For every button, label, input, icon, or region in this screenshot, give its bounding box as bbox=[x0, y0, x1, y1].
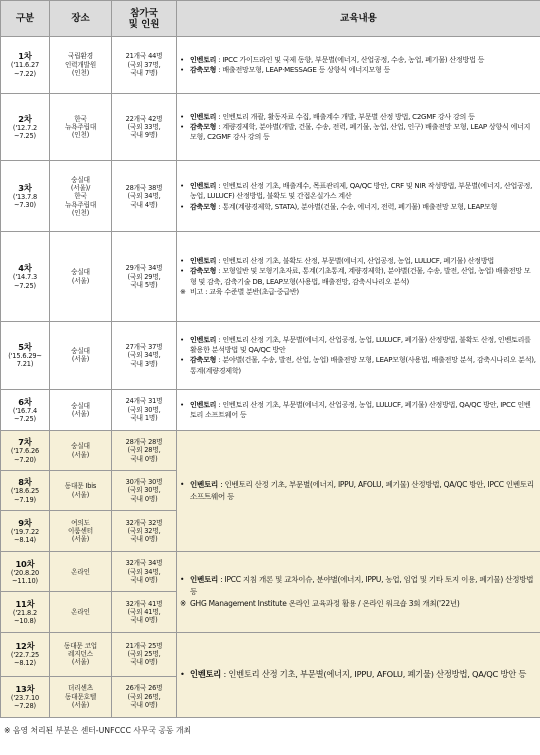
content-list bbox=[180, 574, 536, 598]
table-row bbox=[1, 430, 540, 470]
participants-line: 국내 0명) bbox=[130, 701, 158, 710]
place-line: 동대문 코업 bbox=[63, 641, 98, 650]
place-line: 여의도 bbox=[71, 518, 90, 527]
participants-line: (국외 37명, bbox=[127, 60, 161, 69]
table-row bbox=[1, 389, 540, 430]
content-item bbox=[180, 122, 536, 142]
place-cell bbox=[50, 632, 112, 676]
place-line: (서울) bbox=[71, 490, 90, 499]
session-number: 1차 bbox=[18, 51, 32, 62]
place-line: 뉴욕주립대 bbox=[64, 200, 97, 209]
session-period: 7.21) bbox=[16, 360, 34, 369]
participants-line: (국외 29명, bbox=[127, 272, 161, 281]
place-cell bbox=[50, 511, 112, 552]
content-text: : IPCC 지침 개론 및 교차이슈, 분야별(에너지, IPPU, 농업, 임업 및 기타 토지 이용, 폐기물) 산정방법 등 bbox=[190, 574, 534, 596]
content-item bbox=[180, 55, 536, 65]
place-line: 숭실대 bbox=[71, 175, 90, 184]
place-line: 온라인 bbox=[71, 607, 90, 616]
participants-cell bbox=[112, 471, 177, 511]
content-item bbox=[180, 65, 536, 75]
content-list bbox=[180, 400, 536, 420]
content-list bbox=[180, 112, 536, 143]
participants-line: 국내 3명) bbox=[130, 359, 158, 368]
content-text: : 인벤토리 개괄, 활동자료 수집, 배출계수 개발, 부문별 산정 방법, C2GMF 강사 강의 등 bbox=[216, 111, 475, 121]
session-period: ('19.7.22 bbox=[10, 527, 40, 536]
participants-line: 24개국 31명 bbox=[125, 397, 163, 406]
session-period: ~8.14) bbox=[14, 536, 36, 545]
table-row bbox=[1, 93, 540, 161]
place-line: (서울) bbox=[71, 535, 90, 544]
participants-line: (국외 32명, bbox=[127, 527, 161, 536]
session-cell bbox=[1, 321, 50, 389]
content-item bbox=[180, 355, 536, 375]
note-mark: ※ bbox=[180, 598, 187, 608]
session-period: ('20.8.20 bbox=[10, 568, 40, 577]
content-list bbox=[180, 668, 536, 682]
place-cell bbox=[50, 389, 112, 430]
participants-cell bbox=[112, 37, 177, 94]
place-line: (인천) bbox=[71, 68, 90, 77]
place-line: 동대문 Ibis bbox=[64, 482, 97, 491]
place-cell bbox=[50, 321, 112, 389]
participants-line: (국외 34명, bbox=[127, 567, 161, 576]
participants-line: 국내 0명) bbox=[130, 494, 158, 503]
participants-cell bbox=[112, 321, 177, 389]
place-cell bbox=[50, 232, 112, 321]
session-period: ('13.7.8 bbox=[12, 193, 38, 202]
content-item bbox=[180, 574, 536, 598]
participants-cell bbox=[112, 511, 177, 552]
content-item bbox=[180, 256, 536, 266]
content-cell bbox=[177, 93, 540, 161]
content-cell-merged-10-11 bbox=[177, 552, 540, 632]
session-cell bbox=[1, 389, 50, 430]
session-period: ('17.6.26 bbox=[10, 447, 40, 456]
participants-line: (국외 30명, bbox=[127, 486, 161, 495]
session-period: ('12.7.2 bbox=[12, 123, 38, 132]
place-cell bbox=[50, 552, 112, 592]
place-line: 뉴욕주립대 bbox=[64, 122, 97, 131]
participants-line: (국외 26명, bbox=[127, 692, 161, 701]
content-text: : 인벤토리 산정 기초, 부문별(에너지, IPPU, AFOLU, 폐기물) 산정방법, QA/QC 방안, IPCC 인벤토리 소프트웨어 등 bbox=[190, 480, 534, 502]
session-number: 12차 bbox=[15, 640, 35, 651]
content-note bbox=[180, 287, 536, 297]
place-line: 국립환경 bbox=[68, 52, 93, 61]
place-cell bbox=[50, 161, 112, 232]
place-line: (서울) bbox=[71, 450, 90, 459]
content-keyword: 인벤토리 bbox=[190, 334, 217, 344]
session-period: ~7.25) bbox=[14, 414, 36, 423]
content-text: : 인벤토리 산정 기초, 부문별(에너지, 산업공정, 농업, LULUCF, 폐기물) 산정방법, QA/QC 방안, IPCC 인벤토리 소프트웨어 등 bbox=[190, 399, 531, 419]
place-line: (서울)/ bbox=[70, 184, 91, 192]
place-line: (인천) bbox=[71, 131, 90, 140]
participants-cell bbox=[112, 632, 177, 676]
participants-line: 29개국 34명 bbox=[125, 264, 163, 273]
participants-line: (국외 28명, bbox=[127, 446, 161, 455]
participants-line: 22개국 42명 bbox=[125, 114, 163, 123]
session-period: ('18.6.25 bbox=[10, 487, 40, 496]
content-cell bbox=[177, 232, 540, 321]
participants-line: 21개국 44명 bbox=[125, 52, 163, 61]
session-number: 9차 bbox=[18, 517, 32, 528]
place-line: 한국 bbox=[74, 192, 87, 201]
session-cell bbox=[1, 37, 50, 94]
participants-line: 국내 5명) bbox=[130, 280, 158, 289]
place-cell bbox=[50, 93, 112, 161]
session-period: ('15.6.29~ bbox=[8, 352, 42, 361]
place-line: 온라인 bbox=[71, 567, 90, 576]
place-line: 숭실대 bbox=[71, 347, 90, 356]
content-item bbox=[180, 202, 536, 212]
table-row bbox=[1, 552, 540, 592]
participants-line: 국내 0명) bbox=[130, 658, 158, 667]
session-period: ~7.19) bbox=[14, 495, 36, 504]
session-period: ~7.25) bbox=[14, 281, 36, 290]
participants-cell bbox=[112, 93, 177, 161]
session-number: 7차 bbox=[18, 437, 32, 448]
place-cell bbox=[50, 37, 112, 94]
session-period: ~11.10) bbox=[12, 576, 38, 585]
session-cell bbox=[1, 632, 50, 676]
content-cell-merged-7-9 bbox=[177, 430, 540, 551]
place-line: 숭실대 bbox=[71, 268, 90, 277]
header-row bbox=[1, 1, 540, 37]
place-line: 레지던스 bbox=[68, 649, 93, 658]
participants-cell bbox=[112, 676, 177, 717]
session-period: ('11.6.27 bbox=[10, 61, 40, 70]
place-cell bbox=[50, 676, 112, 717]
content-text: : 배출전망모형, LEAP·MESSAGE 등 상향식 에너지모형 등 bbox=[216, 64, 391, 74]
header-participants-text: 참가국 및 인원 bbox=[128, 7, 160, 30]
content-text: : 모형일반 및 모형기초자료, 통계(기초통계, 계량경제학), 분야별(건물, 수송, 발전, 산업, 농업) 배출전망 모형 및 감축, 감축기술 DB, LEAP모형(사용법, 배출전망, 감축시나리오 분석) bbox=[190, 266, 531, 286]
session-cell bbox=[1, 676, 50, 717]
note-text: GHG Management Institute 온라인 교육과정 활용 / 온라인 워크숍 3회 개최('22년) bbox=[190, 598, 460, 608]
participants-line: 27개국 37명 bbox=[125, 342, 163, 351]
session-number: 11차 bbox=[15, 598, 35, 609]
session-period: ('16.7.4 bbox=[12, 406, 38, 415]
place-line: (서울) bbox=[71, 409, 90, 418]
participants-cell bbox=[112, 552, 177, 592]
content-keyword: 인벤토리 bbox=[190, 54, 217, 64]
content-list bbox=[180, 55, 536, 75]
participants-line: 국내 0명) bbox=[130, 576, 158, 585]
place-line: (서울) bbox=[71, 701, 90, 710]
participants-line: 국내 0명) bbox=[130, 454, 158, 463]
place-line: 숭실대 bbox=[71, 401, 90, 410]
content-text: : 인벤토리 산정 기초, 부문별(에너지, 산업공정, 농업, LULUCF, 폐기물) 산정방법, 불확도 산정, 인벤토리를 활용한 분석방법 및 QA/QC 방안 bbox=[190, 334, 531, 355]
content-item bbox=[180, 181, 536, 201]
session-period: ~7.25) bbox=[14, 132, 36, 141]
content-note bbox=[180, 598, 536, 610]
session-period: ~7.22) bbox=[14, 69, 36, 78]
content-item bbox=[180, 400, 536, 420]
place-line: 숭실대 bbox=[71, 442, 90, 451]
place-line: 인력개발원 bbox=[64, 60, 97, 69]
session-number: 5차 bbox=[18, 342, 32, 353]
content-text: : 분야별(건물, 수송, 발전, 산업, 농업) 배출전망 모형, LEAP모형(사용법, 배출전망 분석, 감축시나리오 분석), 통계(계량경제학) bbox=[190, 355, 536, 375]
table-row bbox=[1, 632, 540, 676]
participants-line: (국외 34명, bbox=[127, 351, 161, 360]
session-cell bbox=[1, 232, 50, 321]
content-keyword: 감축모형 bbox=[190, 64, 217, 74]
content-keyword: 인벤토리 bbox=[190, 399, 217, 409]
participants-line: (국외 34명, bbox=[127, 192, 161, 201]
table-row bbox=[1, 161, 540, 232]
content-keyword: 인벤토리 bbox=[190, 480, 218, 490]
table-row bbox=[1, 321, 540, 389]
session-cell bbox=[1, 552, 50, 592]
content-list bbox=[180, 181, 536, 212]
content-text: : IPCC 가이드라인 및 국제 동향, 부문별(에너지, 산업공정, 수송, 농업, 폐기물) 산정방법 등 bbox=[216, 54, 485, 64]
participants-line: (국외 25명, bbox=[127, 649, 161, 658]
content-text: : 통계(계량경제학, STATA), 분야별(건물, 수송, 에너지, 전력, 폐기물) 배출전망 모형, LEAP모형 bbox=[216, 201, 498, 211]
content-keyword: 인벤토리 bbox=[190, 574, 218, 584]
session-cell bbox=[1, 471, 50, 511]
content-text: : 인벤토리 산정 기초, 부문별(에너지, IPPU, AFOLU, 폐기물) 산정방법, QA/QC 방안 등 bbox=[221, 669, 527, 680]
header-participants bbox=[112, 1, 177, 37]
content-keyword: 감축모형 bbox=[190, 121, 217, 131]
participants-cell bbox=[112, 389, 177, 430]
place-line: (인천) bbox=[71, 208, 90, 217]
header-content: 교육내용 bbox=[177, 1, 540, 37]
content-list bbox=[180, 335, 536, 376]
participants-line: 32개국 32명 bbox=[125, 518, 163, 527]
content-cell bbox=[177, 389, 540, 430]
session-period: ('23.7.10 bbox=[10, 693, 40, 702]
session-period: ~7.30) bbox=[14, 201, 36, 210]
place-line: (서울) bbox=[71, 355, 90, 364]
note-text: 비고 : 교육 수준별 분반(초급·중급반) bbox=[190, 286, 299, 296]
session-cell bbox=[1, 93, 50, 161]
session-number: 13차 bbox=[15, 683, 35, 694]
participants-line: 국내 0명) bbox=[130, 535, 158, 544]
session-period: ~7.28) bbox=[14, 701, 36, 710]
place-cell bbox=[50, 592, 112, 632]
header-division: 구분 bbox=[1, 1, 50, 37]
note-mark: ※ bbox=[180, 286, 186, 296]
content-cell bbox=[177, 161, 540, 232]
place-line: (서울) bbox=[71, 658, 90, 667]
content-item bbox=[180, 335, 536, 355]
participants-cell bbox=[112, 232, 177, 321]
content-keyword: 감축모형 bbox=[190, 201, 217, 211]
content-item bbox=[180, 112, 536, 122]
session-number: 4차 bbox=[18, 263, 32, 274]
content-keyword: 인벤토리 bbox=[190, 181, 217, 191]
participants-line: (국외 30명, bbox=[127, 405, 161, 414]
participants-line: 30개국 30명 bbox=[125, 478, 163, 487]
content-keyword: 인벤토리 bbox=[190, 669, 222, 680]
participants-line: 국내 7명) bbox=[130, 68, 158, 77]
content-keyword: 감축모형 bbox=[190, 266, 217, 276]
participants-line: 국내 9명) bbox=[130, 131, 158, 140]
session-period: ~7.20) bbox=[14, 455, 36, 464]
session-number: 10차 bbox=[15, 558, 35, 569]
header-place: 장소 bbox=[50, 1, 112, 37]
participants-line: (국외 33명, bbox=[127, 122, 161, 131]
content-list bbox=[180, 479, 536, 503]
table-row bbox=[1, 232, 540, 321]
session-cell bbox=[1, 511, 50, 552]
participants-line: (국외 41명, bbox=[127, 607, 161, 616]
participants-line: 28개국 28명 bbox=[125, 438, 163, 447]
place-cell bbox=[50, 471, 112, 511]
content-keyword: 인벤토리 bbox=[190, 256, 217, 266]
place-line: 동대문호텔 bbox=[64, 692, 97, 701]
session-cell bbox=[1, 430, 50, 470]
session-number: 2차 bbox=[18, 113, 32, 124]
place-line: 더리센츠 bbox=[68, 684, 93, 693]
content-item bbox=[180, 479, 536, 503]
session-period: ('21.8.2 bbox=[12, 608, 38, 617]
content-keyword: 인벤토리 bbox=[190, 111, 217, 121]
participants-line: 국내 0명) bbox=[130, 616, 158, 625]
content-cell bbox=[177, 321, 540, 389]
table-row bbox=[1, 37, 540, 94]
content-item bbox=[180, 668, 536, 682]
content-cell bbox=[177, 37, 540, 94]
content-item bbox=[180, 266, 536, 286]
place-line: (서울) bbox=[71, 276, 90, 285]
session-period: ~8.12) bbox=[14, 659, 36, 668]
place-line: 한국 bbox=[74, 114, 87, 123]
participants-cell bbox=[112, 161, 177, 232]
session-number: 6차 bbox=[18, 396, 32, 407]
content-list bbox=[180, 256, 536, 287]
content-text: : 계량경제학, 분야별(개발, 건물, 수송, 전력, 폐기물, 농업, 산업, 인구) 배출전망 모형, LEAP 상향식 에너지 모형, C2GMF 강사 강의 등 bbox=[190, 121, 531, 142]
content-cell-merged-12-13 bbox=[177, 632, 540, 717]
participants-line: 26개국 26명 bbox=[125, 684, 163, 693]
participants-line: 32개국 34명 bbox=[125, 559, 163, 568]
content-text: : 인벤토리 산정 기초, 불확도 산정, 부문별(에너지, 산업공정, 농업, LULUCF, 폐기물) 산정방법 bbox=[216, 256, 494, 266]
session-period: ~10.8) bbox=[14, 616, 36, 625]
session-cell bbox=[1, 161, 50, 232]
participants-line: 28개국 38명 bbox=[125, 184, 163, 192]
participants-line: 국내 1명) bbox=[130, 414, 158, 423]
content-text: : 인벤토리 산정 기초, 배출계수, 목표관리제, QA/QC 방안, CRF 및 NIR 작성방법, 부문별(에너지, 산업공정, 농업, LULUCF) 산정방법, 불확도 및 간접온실가스 계산 bbox=[190, 181, 533, 201]
participants-cell bbox=[112, 430, 177, 470]
participants-line: 국내 4명) bbox=[130, 200, 158, 209]
session-period: ('14.7.3 bbox=[12, 273, 38, 282]
footnote: ※ 음영 처리된 부분은 센터-UNFCCC 사무국 공동 개최 bbox=[4, 726, 192, 735]
participants-line: 32개국 41명 bbox=[125, 599, 163, 608]
participants-line: 21개국 25명 bbox=[125, 641, 163, 650]
session-cell bbox=[1, 592, 50, 632]
place-cell bbox=[50, 430, 112, 470]
session-period: ('22.7.25 bbox=[10, 650, 40, 659]
participants-cell bbox=[112, 592, 177, 632]
content-keyword: 감축모형 bbox=[190, 355, 217, 365]
session-number: 3차 bbox=[18, 183, 32, 194]
place-line: 이룸센터 bbox=[68, 527, 93, 536]
session-number: 8차 bbox=[18, 477, 32, 488]
